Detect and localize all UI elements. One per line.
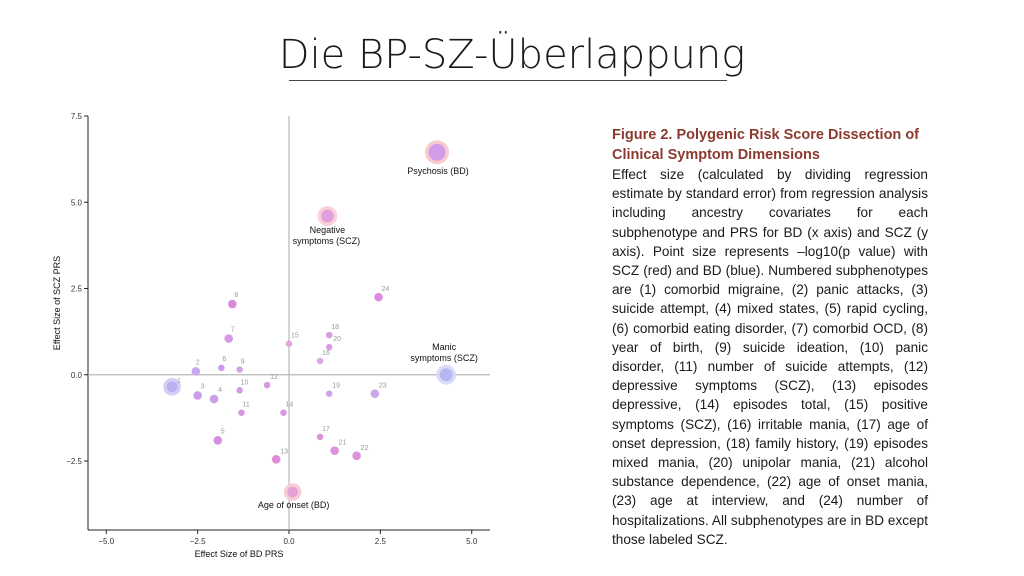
caption-title: Figure 2. Polygenic Risk Score Dissection of Clinical Symptom Dimensions bbox=[612, 127, 920, 163]
point-label-22: 22 bbox=[360, 444, 369, 452]
point-8 bbox=[228, 300, 237, 309]
point-label-21: 21 bbox=[338, 439, 347, 447]
point-label-7: 7 bbox=[230, 326, 235, 334]
annotation-negative-line: Negative bbox=[309, 225, 346, 236]
annotation-manic-line: Manic bbox=[432, 341, 457, 352]
point-label-15: 15 bbox=[291, 332, 299, 340]
point-22 bbox=[352, 452, 361, 461]
point-label-17: 17 bbox=[322, 425, 330, 433]
point-12 bbox=[264, 382, 271, 389]
point-label-4: 4 bbox=[218, 386, 222, 394]
point-2 bbox=[192, 367, 201, 376]
y-tick-label: 2.5 bbox=[70, 284, 82, 294]
point-label-23: 23 bbox=[378, 382, 387, 390]
y-tick-label: 0.0 bbox=[70, 370, 82, 380]
point-23 bbox=[371, 389, 380, 398]
annotation-psychosis: Psychosis (BD) bbox=[407, 166, 469, 177]
point-18 bbox=[326, 332, 333, 339]
caption-body: Effect size (calculated by dividing regression estimate by standard error) from regression analysis including ancestry covariates for each subphenotype and PRS for BD (x axis) and SCZ (y axis). Point size represents –log10(p value) with SCZ (red) and BD (blue). Numbered subphenotypes are (1) comorbid migraine, (2) panic attacks, (3) suicide attempt, (4) mixed states, (5) rapid cycling, (6) comorbid eating disorder, (7) comorbid OCD, (8) year of birth, (9) suicide ideation, (10) panic disorder, (11) number of suicide attempts, (12) depressive symptoms (SCZ), (13) episodes depressive, (14) episodes total, (15) positive symptoms (SCZ), (16) irritable mania, (17) age of onset depression, (18) family history, (19) episodes mixed mania, (20) unipolar mania, (21) alcohol substance dependence, (22) age of onset mania, (23) age at interview, and (24) number of hospitalizations. All subphenotypes are in BD except those labeled SCZ. bbox=[612, 167, 928, 547]
point-label-20: 20 bbox=[333, 336, 341, 344]
title-underline bbox=[289, 80, 727, 81]
point-17 bbox=[317, 434, 324, 441]
annotation-manic-line: symptoms (SCZ) bbox=[410, 352, 478, 363]
y-tick-label: 5.0 bbox=[70, 198, 82, 208]
y-axis-title: Effect Size of SCZ PRS bbox=[52, 255, 62, 351]
point-label-8: 8 bbox=[234, 292, 239, 300]
point-label-9: 9 bbox=[240, 358, 245, 366]
x-tick-label: 0.0 bbox=[283, 537, 295, 546]
point-label-12: 12 bbox=[270, 374, 278, 382]
point-label-14: 14 bbox=[285, 401, 294, 409]
point-11 bbox=[238, 409, 245, 416]
point-label-19: 19 bbox=[332, 382, 340, 390]
point-manic bbox=[440, 368, 453, 381]
point-label-16: 16 bbox=[322, 349, 330, 357]
point-4 bbox=[210, 395, 219, 404]
slide-title: Die BP-SZ-Überlappung bbox=[278, 32, 746, 78]
x-tick-label: −2.5 bbox=[189, 537, 206, 546]
point-label-2: 2 bbox=[195, 359, 200, 367]
point-24 bbox=[374, 293, 383, 302]
point-10 bbox=[236, 387, 243, 394]
point-19 bbox=[326, 390, 333, 397]
point-6 bbox=[218, 365, 225, 372]
point-9 bbox=[236, 366, 243, 373]
point-label-11: 11 bbox=[242, 401, 250, 409]
x-tick-label: 2.5 bbox=[374, 537, 386, 546]
point-label-3: 3 bbox=[200, 383, 205, 391]
point-label-10: 10 bbox=[240, 379, 249, 387]
point-label-18: 18 bbox=[331, 324, 339, 332]
point-label-13: 13 bbox=[280, 448, 289, 456]
x-tick-label: 5.0 bbox=[466, 537, 478, 546]
point-16 bbox=[317, 358, 324, 365]
y-tick-label: −2.5 bbox=[66, 457, 82, 466]
point-21 bbox=[330, 446, 339, 455]
point-14 bbox=[280, 409, 287, 416]
point-negative bbox=[321, 210, 334, 223]
figure-caption bbox=[612, 126, 928, 549]
point-label-6: 6 bbox=[222, 355, 227, 363]
point-5 bbox=[213, 436, 222, 445]
point-label-1: 1 bbox=[177, 377, 181, 385]
x-axis-title: Effect Size of BD PRS bbox=[194, 549, 284, 559]
x-tick-label: −5.0 bbox=[98, 537, 115, 546]
y-tick-label: 7.5 bbox=[70, 112, 82, 121]
point-label-24: 24 bbox=[381, 286, 390, 294]
point-13 bbox=[272, 455, 281, 464]
point-1 bbox=[167, 381, 178, 392]
point-onset bbox=[287, 487, 298, 498]
annotation-negative-line: symptoms (SCZ) bbox=[292, 236, 361, 247]
point-7 bbox=[224, 334, 233, 343]
point-3 bbox=[193, 391, 202, 400]
point-label-5: 5 bbox=[220, 428, 225, 436]
annotation-onset: Age of onset (BD) bbox=[257, 500, 330, 511]
point-15 bbox=[286, 340, 293, 347]
scatter-chart bbox=[40, 110, 500, 560]
point-psychosis bbox=[429, 144, 446, 161]
